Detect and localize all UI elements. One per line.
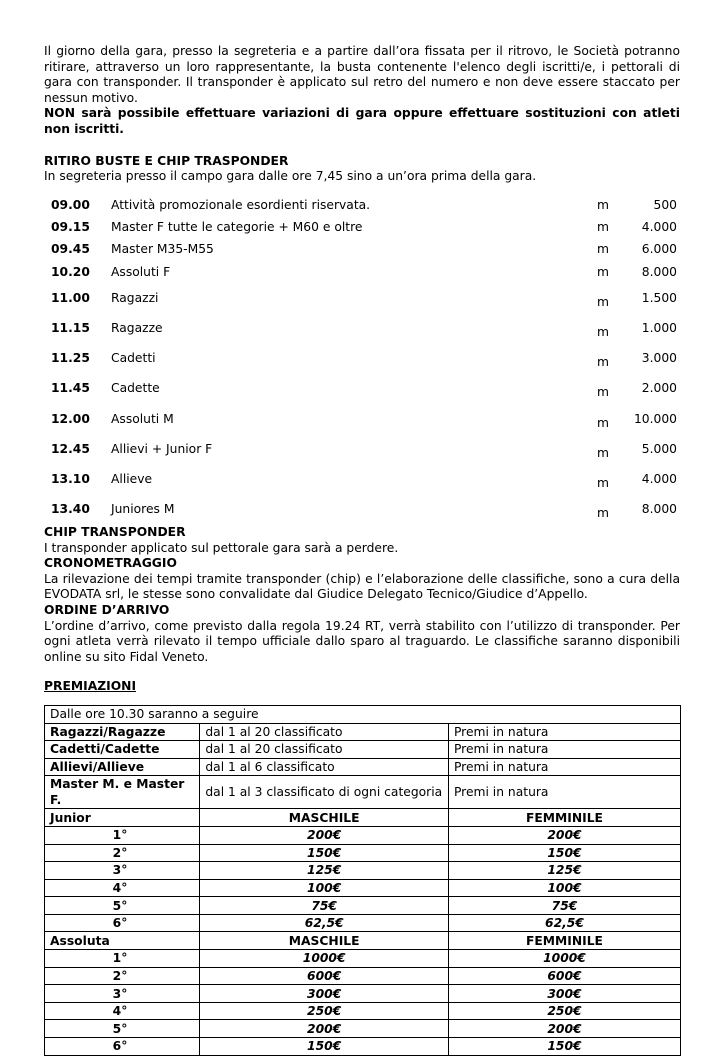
schedule-description: Assoluti M [111, 411, 174, 426]
schedule-unit: m [597, 198, 609, 213]
schedule-distance: 8.000 [641, 264, 677, 279]
premi-category-row [45, 723, 681, 741]
schedule-unit: m [597, 264, 609, 279]
schedule-row [44, 195, 680, 217]
premi-amount-femminile: 125€ [448, 862, 680, 880]
premi-amount-femminile: 300€ [448, 985, 680, 1003]
schedule-description: Ragazze [111, 320, 163, 335]
premi-category-range: dal 1 al 20 classificato [200, 741, 449, 759]
premi-amount-maschile: 150€ [200, 1038, 449, 1056]
premi-intro-row [45, 705, 681, 723]
premi-intro-cell: Dalle ore 10.30 saranno a seguire [45, 705, 681, 723]
schedule-distance: 2.000 [641, 381, 677, 396]
premi-amount-femminile: 150€ [448, 1038, 680, 1056]
schedule-description: Juniores M [111, 502, 175, 517]
premi-junior-row [45, 879, 681, 897]
schedule-row [44, 495, 680, 525]
premi-rank: 3° [45, 985, 200, 1003]
ritiro-text: In segreteria presso il campo gara dalle ore 7,45 sino a un’ora prima della gara. [44, 169, 537, 184]
schedule-unit: m [597, 324, 609, 339]
crono-heading: CRONOMETRAGGIO [44, 556, 177, 571]
premi-junior-row [45, 862, 681, 880]
premi-amount-maschile: 150€ [200, 844, 449, 862]
premi-junior-row [45, 844, 681, 862]
ordine-heading: ORDINE D’ARRIVO [44, 602, 170, 617]
premi-assoluta-row [45, 967, 681, 985]
premi-category-prize: Premi in natura [448, 758, 680, 776]
schedule-description: Allievi + Junior F [111, 441, 213, 456]
intro-paragraph: Il giorno della gara, presso la segreteria e a partire dall’ora fissata per il ritrovo, le Società potranno ritirare, attraverso un loro rappresentante, la busta contenente l'elenco degli iscritti/e, i pettorali di gara con transponder. Il transponder è applicato sul retro del numero e non deve essere staccato per nessun motivo. [44, 44, 680, 105]
premi-amount-femminile: 200€ [448, 826, 680, 844]
premi-rank: 1° [45, 826, 200, 844]
premi-category-prize: Premi in natura [448, 723, 680, 741]
schedule-distance: 3.000 [641, 351, 677, 366]
ritiro-heading: RITIRO BUSTE E CHIP TRASPONDER [44, 153, 289, 168]
schedule-time: 12.00 [51, 411, 90, 426]
premiazioni-heading: PREMIAZIONI [44, 679, 137, 694]
chip-heading: CHIP TRANSPONDER [44, 525, 186, 539]
schedule-row [44, 239, 680, 261]
premi-amount-maschile: 1000€ [200, 950, 449, 968]
premi-category-prize: Premi in natura [448, 776, 680, 809]
schedule-time: 11.45 [51, 381, 90, 396]
premi-amount-maschile: 200€ [200, 1020, 449, 1038]
crono-text: La rilevazione dei tempi tramite transponder (chip) e l’elaborazione delle classifiche, sono a cura della EVODATA srl, le stesse sono convalidate dal Giudice Delegato Tecnico/Giudice d’Appello. [44, 571, 680, 602]
premi-amount-maschile: 300€ [200, 985, 449, 1003]
ordine-text: L’ordine d’arrivo, come previsto dalla regola 19.24 RT, verrà stabilito con l’utilizzo di transponder. Per ogni atleta verrà rilevato il tempo ufficiale dallo sparo al traguardo. Le classifiche saranno disponibili online su sito Fidal Veneto. [44, 618, 680, 664]
schedule-unit: m [597, 506, 609, 521]
premi-rank: 4° [45, 879, 200, 897]
schedule-time: 13.40 [51, 502, 90, 517]
schedule-distance: 4.000 [641, 220, 677, 235]
premi-assoluta-header-row [45, 932, 681, 950]
schedule-distance: 10.000 [633, 411, 677, 426]
schedule-time: 09.45 [51, 242, 90, 257]
premi-category-range: dal 1 al 6 classificato [200, 758, 449, 776]
premi-rank: 2° [45, 967, 200, 985]
schedule-distance: 4.000 [641, 471, 677, 486]
intro-warning: NON sarà possibile effettuare variazioni di gara oppure effettuare sostituzioni con atleti non iscritti. [44, 106, 680, 136]
premi-category-range: dal 1 al 3 classificato di ogni categoria [200, 776, 449, 809]
chip-text: I transponder applicato sul pettorale gara sarà a perdere. [44, 540, 399, 555]
schedule-table [44, 195, 680, 525]
premi-assoluta-row [45, 985, 681, 1003]
schedule-unit: m [597, 220, 609, 235]
schedule-unit: m [597, 355, 609, 370]
premi-rank: 5° [45, 1020, 200, 1038]
premi-rank: 6° [45, 914, 200, 932]
schedule-description: Allieve [111, 471, 153, 486]
schedule-distance: 1.500 [641, 290, 677, 305]
schedule-row [44, 314, 680, 344]
premi-amount-maschile: 100€ [200, 879, 449, 897]
premi-amount-maschile: 250€ [200, 1002, 449, 1020]
schedule-time: 09.00 [51, 198, 90, 213]
schedule-row [44, 217, 680, 239]
premi-amount-maschile: 75€ [200, 897, 449, 915]
premi-category-name: Ragazzi/Ragazze [45, 723, 200, 741]
premi-assoluta-row [45, 1002, 681, 1020]
premi-rank: 1° [45, 950, 200, 968]
schedule-time: 10.20 [51, 264, 90, 279]
schedule-distance: 5.000 [641, 441, 677, 456]
schedule-description: Cadetti [111, 351, 156, 366]
schedule-unit: m [597, 242, 609, 257]
schedule-row [44, 404, 680, 434]
schedule-unit: m [597, 445, 609, 460]
schedule-row [44, 465, 680, 495]
premi-amount-maschile: 125€ [200, 862, 449, 880]
premi-junior-row [45, 914, 681, 932]
premi-rank: 4° [45, 1002, 200, 1020]
premi-amount-femminile: 62,5€ [448, 914, 680, 932]
premi-assoluta-col-femminile: FEMMINILE [448, 932, 680, 950]
schedule-distance: 1.000 [641, 320, 677, 335]
premi-assoluta-label: Assoluta [45, 932, 200, 950]
premi-rank: 3° [45, 862, 200, 880]
schedule-distance: 8.000 [641, 502, 677, 517]
schedule-row [44, 374, 680, 404]
schedule-description: Cadette [111, 381, 160, 396]
schedule-description: Assoluti F [111, 264, 171, 279]
premi-amount-femminile: 600€ [448, 967, 680, 985]
premi-assoluta-col-maschile: MASCHILE [200, 932, 449, 950]
premi-junior-row [45, 897, 681, 915]
schedule-distance: 6.000 [641, 242, 677, 257]
schedule-time: 11.00 [51, 290, 90, 305]
premi-assoluta-row [45, 1020, 681, 1038]
schedule-unit: m [597, 294, 609, 309]
schedule-description: Master F tutte le categorie + M60 e oltre [111, 220, 363, 235]
schedule-unit: m [597, 415, 609, 430]
schedule-time: 11.25 [51, 351, 90, 366]
premi-category-row [45, 776, 681, 809]
premi-category-range: dal 1 al 20 classificato [200, 723, 449, 741]
schedule-description: Master M35-M55 [111, 242, 214, 257]
schedule-distance: 500 [653, 198, 677, 213]
schedule-description: Attività promozionale esordienti riservata. [111, 198, 371, 213]
premiazioni-table [44, 705, 681, 1056]
premi-assoluta-row [45, 950, 681, 968]
schedule-description: Ragazzi [111, 290, 159, 305]
premi-category-name: Cadetti/Cadette [45, 741, 200, 759]
premi-junior-label: Junior [45, 809, 200, 827]
schedule-row [44, 344, 680, 374]
premi-amount-femminile: 250€ [448, 1002, 680, 1020]
premi-assoluta-row [45, 1038, 681, 1056]
premi-amount-maschile: 200€ [200, 826, 449, 844]
premi-amount-femminile: 75€ [448, 897, 680, 915]
premi-amount-femminile: 150€ [448, 844, 680, 862]
premi-amount-femminile: 100€ [448, 879, 680, 897]
premi-category-row [45, 741, 681, 759]
premi-junior-col-maschile: MASCHILE [200, 809, 449, 827]
premi-category-name: Allievi/Allieve [45, 758, 200, 776]
premi-amount-femminile: 200€ [448, 1020, 680, 1038]
premi-rank: 2° [45, 844, 200, 862]
premi-junior-col-femminile: FEMMINILE [448, 809, 680, 827]
schedule-time: 11.15 [51, 320, 90, 335]
schedule-row [44, 284, 680, 314]
premi-junior-row [45, 826, 681, 844]
schedule-time: 12.45 [51, 441, 90, 456]
schedule-row [44, 261, 680, 283]
premi-category-name: Master M. e Master F. [45, 776, 200, 809]
schedule-time: 13.10 [51, 471, 90, 486]
premi-category-row [45, 758, 681, 776]
premi-amount-maschile: 600€ [200, 967, 449, 985]
schedule-row [44, 434, 680, 464]
schedule-time: 09.15 [51, 220, 90, 235]
premi-amount-femminile: 1000€ [448, 950, 680, 968]
schedule-unit: m [597, 385, 609, 400]
premi-rank: 5° [45, 897, 200, 915]
premi-junior-header-row [45, 809, 681, 827]
premi-category-prize: Premi in natura [448, 741, 680, 759]
premi-amount-maschile: 62,5€ [200, 914, 449, 932]
premi-rank: 6° [45, 1038, 200, 1056]
schedule-unit: m [597, 475, 609, 490]
